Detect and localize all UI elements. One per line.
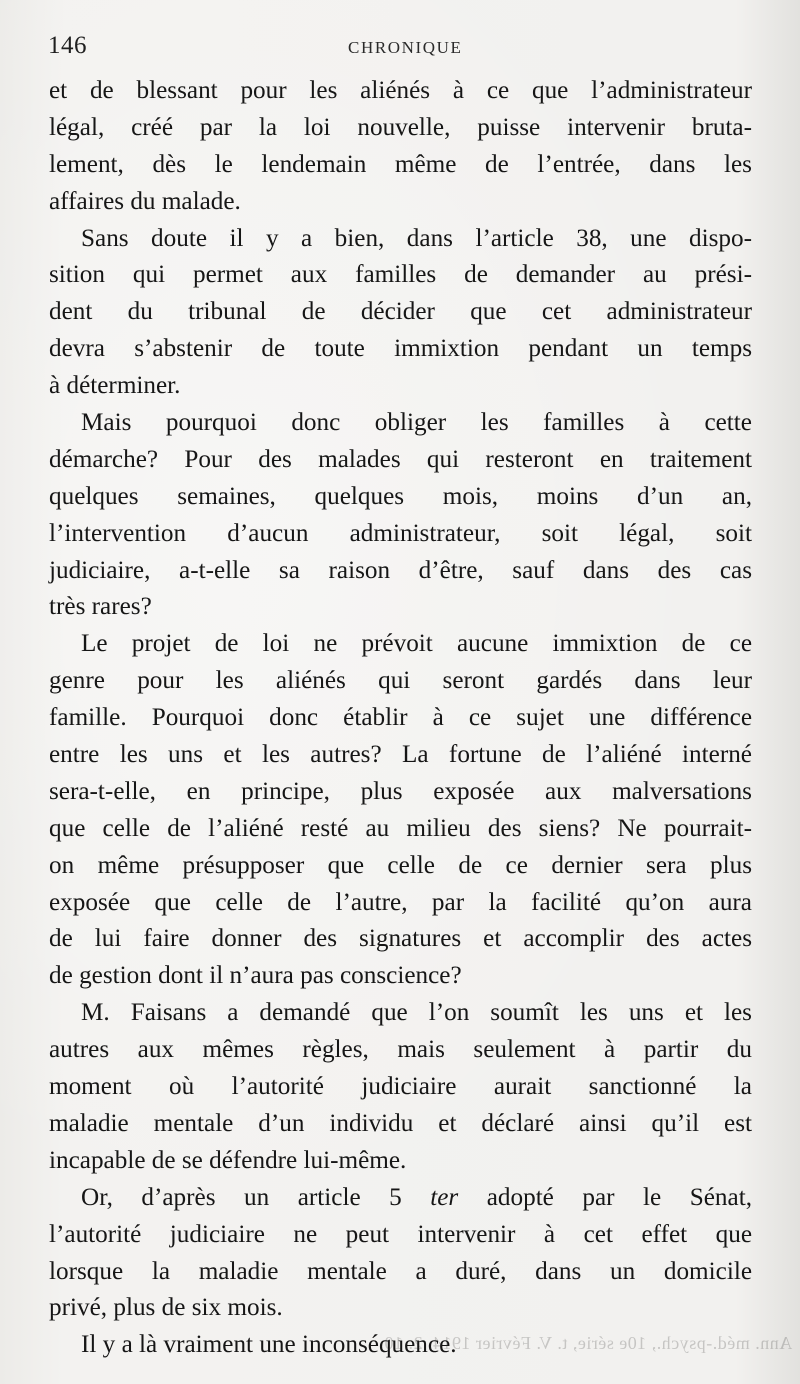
text-line: et de blessant pour les aliénés à ce que l’administrateur <box>49 77 752 104</box>
text-line: dent du tribunal de décider que cet administrateur <box>49 298 752 326</box>
text-line: quelques semaines, quelques mois, moins d’un an, <box>49 482 752 510</box>
text-line: exposée que celle de l’autre, par la facilité qu’on aura <box>49 888 752 916</box>
text-line: famille. Pourquoi donc établir à ce sujet une différence <box>49 704 752 732</box>
text-line: Sans doute il y a bien, dans l’article 38, une dispo- <box>81 224 752 252</box>
text-line: Le projet de loi ne prévoit aucune immixtion de ce <box>81 630 752 658</box>
text-line: Or, d’après un article 5 ter adopté par le Sénat, <box>81 1183 752 1211</box>
text-line: l’intervention d’aucun administrateur, soit légal, soit <box>49 519 752 547</box>
italic-word: ter <box>430 1183 459 1211</box>
text-line: devra s’abstenir de toute immixtion pendant un temps <box>49 335 752 363</box>
text-line: de lui faire donner des signatures et accomplir des actes <box>49 925 752 953</box>
text-line: judiciaire, a-t-elle sa raison d’être, sauf dans des cas <box>49 556 752 584</box>
text-line: on même présupposer que celle de ce dernier sera plus <box>49 851 752 879</box>
text-line: affaires du malade. <box>49 187 241 215</box>
running-head: CHRONIQUE <box>348 38 463 57</box>
text-line: genre pour les aliénés qui seront gardés dans leur <box>49 667 752 695</box>
text-line: légal, créé par la loi nouvelle, puisse intervenir bruta- <box>49 113 752 141</box>
text-line: incapable de se défendre lui-même. <box>49 1146 407 1174</box>
text-line: privé, plus de six mois. <box>49 1294 283 1322</box>
text-line: lement, dès le lendemain même de l’entrée, dans les <box>49 150 752 178</box>
text-line: à déterminer. <box>49 372 181 400</box>
text-line: moment où l’autorité judiciaire aurait sanctionné la <box>49 1073 752 1101</box>
text-line: de gestion dont il n’aura pas conscience? <box>49 962 462 990</box>
bleed-through-text: Ann. méd.-psych., 10e série, t. V. Février 1914. 2. 10 <box>383 1333 792 1353</box>
text-line: démarche? Pour des malades qui resteront en traitement <box>49 445 752 473</box>
text-line: maladie mentale d’un individu et déclaré ainsi qu’il est <box>49 1109 752 1137</box>
text-line: Mais pourquoi donc obliger les familles à cette <box>81 409 752 437</box>
page-number: 146 <box>48 32 87 59</box>
text-line: sition qui permet aux familles de demander au prési- <box>49 261 752 289</box>
text-line: entre les uns et les autres? La fortune de l’aliéné interné <box>49 741 752 769</box>
text-line: sera-t-elle, en principe, plus exposée aux malversations <box>49 777 752 805</box>
text-line: l’autorité judiciaire ne peut intervenir à cet effet que <box>49 1220 752 1248</box>
text-line: lorsque la maladie mentale a duré, dans un domicile <box>49 1257 752 1285</box>
body-text <box>49 73 752 1364</box>
text-line: très rares? <box>49 593 152 621</box>
text-line: Il y a là vraiment une inconséquence. <box>81 1331 457 1359</box>
page-header <box>48 26 748 66</box>
text-line: que celle de l’aliéné resté au milieu des siens? Ne pourrait- <box>49 814 752 842</box>
text-line: M. Faisans a demandé que l’on soumît les uns et les <box>81 999 752 1027</box>
text-line: autres aux mêmes règles, mais seulement à partir du <box>49 1036 752 1064</box>
